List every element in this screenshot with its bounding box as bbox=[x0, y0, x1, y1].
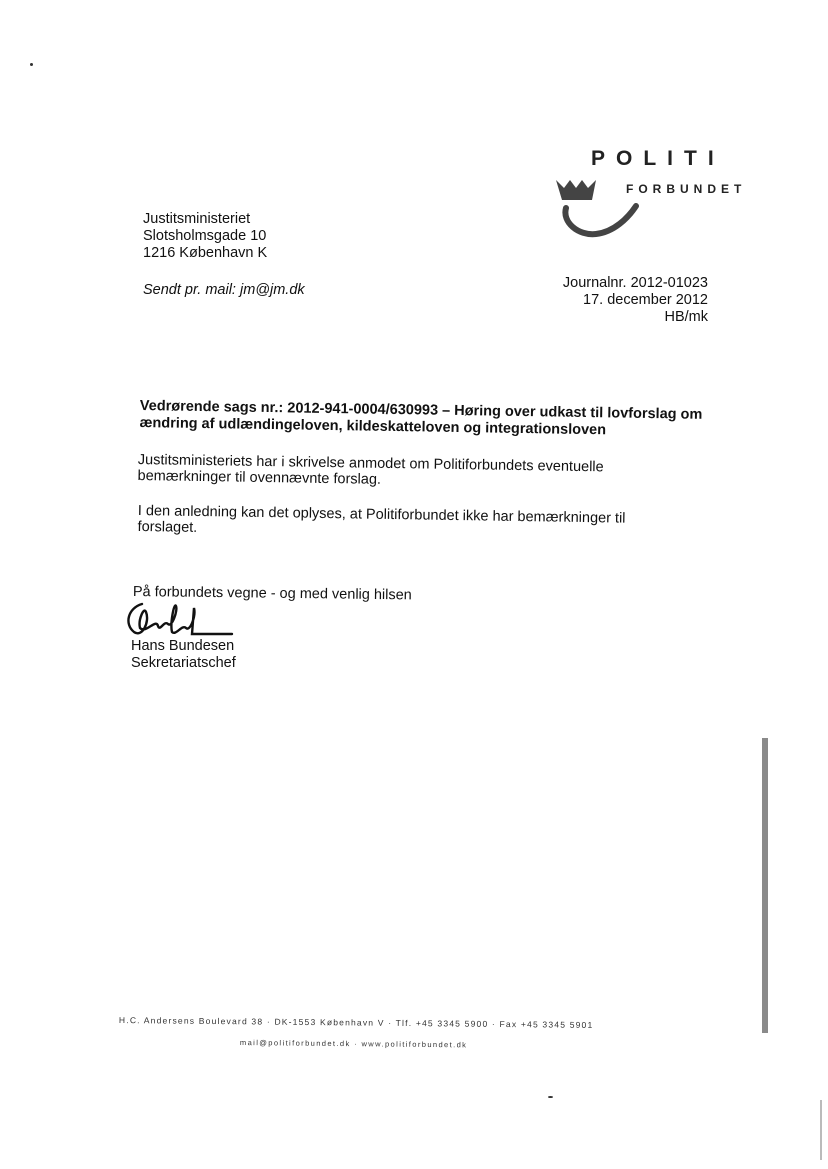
signer-name: Hans Bundesen bbox=[131, 638, 235, 654]
scan-artifact-edge bbox=[820, 1100, 822, 1160]
crown-and-arc-logo-icon bbox=[552, 178, 642, 240]
recipient-city: 1216 København K bbox=[143, 245, 268, 261]
body-paragraph-1: Justitsministeriets har i skrivelse anmodet om Politiforbundets eventuelle bemærkninger til ovennævnte forslag. bbox=[137, 452, 604, 488]
recipient-street: Slotsholmsgade 10 bbox=[143, 228, 267, 244]
recipient-address bbox=[143, 211, 267, 262]
letterhead-forbundet: FORBUNDET bbox=[626, 182, 747, 196]
initials: HB/mk bbox=[664, 309, 708, 325]
body-paragraph-2: I den anledning kan det oplyses, at Politiforbundet ikke har bemærkninger til forslaget. bbox=[137, 503, 626, 536]
journal-number: Journalnr. 2012-01023 bbox=[562, 275, 708, 291]
scan-artifact-dot bbox=[30, 63, 33, 66]
footer-web: mail@politiforbundet.dk · www.politiforbundet.dk bbox=[239, 1038, 468, 1050]
scan-artifact-dot bbox=[548, 1096, 553, 1098]
reference-block bbox=[563, 275, 708, 326]
sent-by-mail: Sendt pr. mail: jm@jm.dk bbox=[143, 282, 305, 298]
subject-line: Vedrørende sags nr.: 2012-941-0004/630993 – Høring over udkast til lovforslag om ændring af udlændingeloven, kildeskatteloven og integrationsloven bbox=[139, 398, 703, 439]
scan-artifact-bar bbox=[762, 738, 768, 1033]
closing-greeting: På forbundets vegne - og med venlig hilsen bbox=[132, 584, 412, 604]
signer-title: Sekretariatschef bbox=[131, 655, 236, 671]
recipient-name: Justitsministeriet bbox=[143, 211, 251, 227]
letter-date: 17. december 2012 bbox=[583, 292, 708, 308]
footer-address: H.C. Andersens Boulevard 38 · DK-1553 København V · Tlf. +45 3345 5900 · Fax +45 3345 5901 bbox=[118, 1015, 594, 1030]
letterhead-politi: POLITI bbox=[591, 147, 725, 170]
handwritten-signature bbox=[120, 598, 240, 643]
